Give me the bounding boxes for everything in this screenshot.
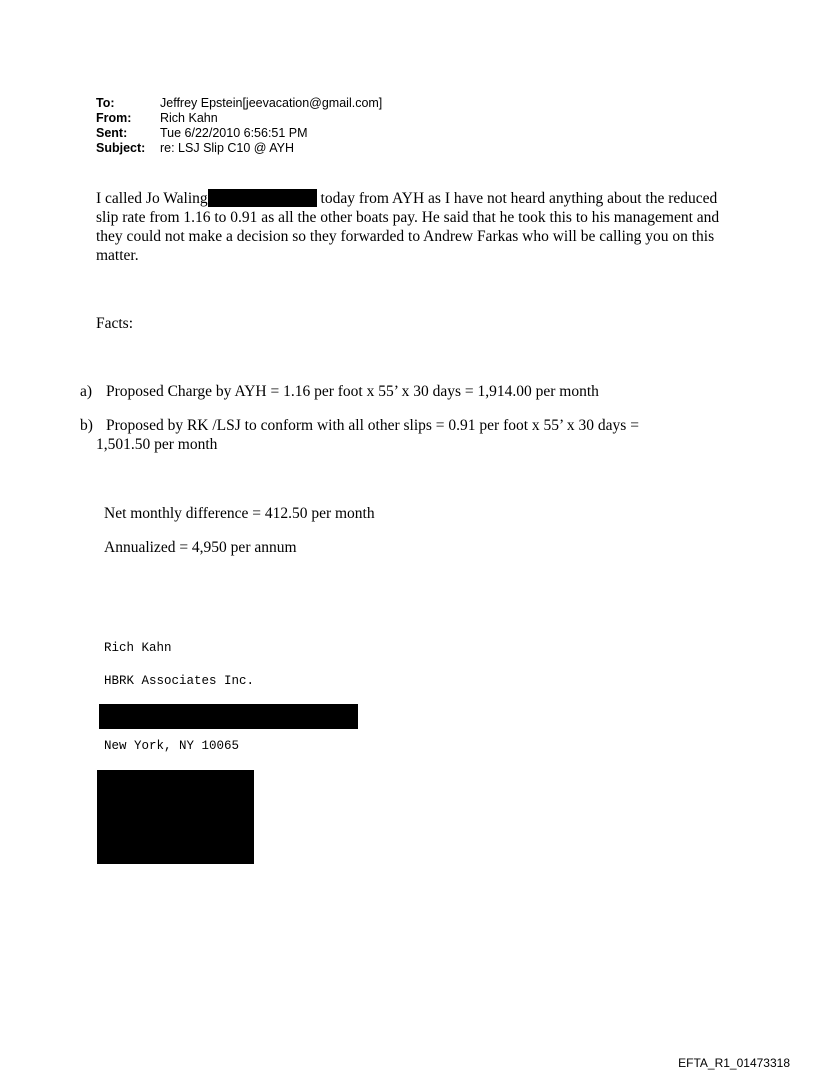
from-row: [96, 111, 382, 126]
document-id: EFTA_R1_01473318: [678, 1056, 790, 1070]
body-paragraph: [96, 189, 736, 265]
list-item-a: [80, 382, 599, 401]
sent-value: Tue 6/22/2010 6:56:51 PM: [160, 126, 308, 140]
body-paragraph-rest: today from AYH as I have not heard anything about the reduced slip rate from 1.16 to 0.91 as all the other boats pay. He said that he took this to his management and they could not make a decision so they forwarded to Andrew Farkas who will be calling you on this matter.: [96, 190, 720, 264]
sent-label: Sent:: [96, 126, 128, 140]
subject-label: Subject:: [96, 141, 146, 155]
redaction-contact-block: [97, 770, 254, 864]
to-row: [96, 96, 382, 111]
to-label: To:: [96, 96, 115, 110]
list-item-b: [80, 416, 700, 454]
from-label: From:: [96, 111, 132, 125]
list-text-a: Proposed Charge by AYH = 1.16 per foot x 55’ x 30 days = 1,914.00 per month: [106, 383, 599, 400]
list-text-b: Proposed by RK /LSJ to conform with all other slips = 0.91 per foot x 55’ x 30 days =: [106, 417, 639, 434]
list-marker-b: b): [80, 417, 93, 434]
facts-label: Facts:: [96, 315, 134, 332]
signature-city: New York, NY 10065: [104, 739, 240, 753]
from-value: Rich Kahn: [160, 111, 218, 125]
redaction-inline: [208, 189, 317, 207]
list-text-b-continued: 1,501.50 per month: [96, 436, 218, 453]
sent-row: [96, 126, 382, 141]
email-header: [96, 96, 382, 156]
signature-company: HBRK Associates Inc.: [104, 674, 255, 688]
redaction-address: [99, 704, 358, 729]
list-marker-a: a): [80, 383, 93, 400]
subject-value: re: LSJ Slip C10 @ AYH: [160, 141, 295, 155]
net-difference: Net monthly difference = 412.50 per month: [104, 505, 375, 522]
to-value: Jeffrey Epstein[jeevacation@gmail.com]: [160, 96, 383, 110]
annualized: Annualized = 4,950 per annum: [104, 539, 297, 556]
signature-name: Rich Kahn: [104, 641, 172, 655]
subject-row: [96, 141, 382, 156]
body-paragraph-start: I called Jo Waling: [96, 190, 208, 207]
